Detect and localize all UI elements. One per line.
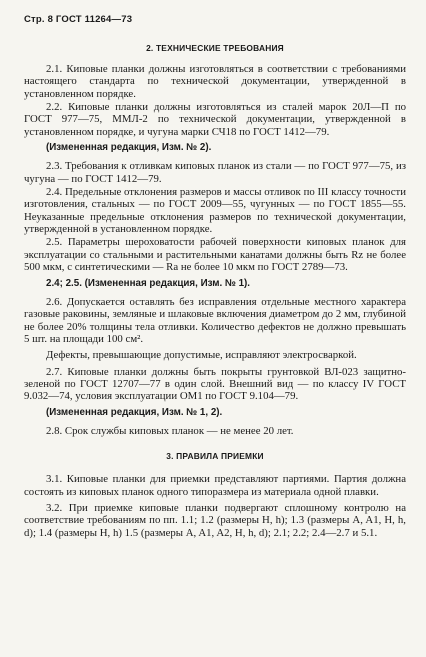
section-2-title: 2. ТЕХНИЧЕСКИЕ ТРЕБОВАНИЯ <box>146 43 284 53</box>
paragraph-2-7: 2.7. Киповые планки должны быть покрыты грунтовкой ВЛ-023 защитно-зеленой по ГОСТ 12707—77 в один слой. Внешний вид — по классу IV ГОСТ 9.032—74, условия эксплуатации ОМ1 по ГОСТ 9.104—79. <box>24 365 406 403</box>
paragraph-2-2: 2.2. Киповые планки должны изготовляться из сталей марок 20Л—П по ГОСТ 977—75, ММЛ-2 по технической документации, утвержденной в установленном порядке, и чугуна марки СЧ18 по ГОСТ 1412—79. <box>24 101 406 138</box>
paragraph-2-8: 2.8. Срок службы киповых планок — не менее 20 лет. <box>46 424 294 437</box>
paragraph-2-6: 2.6. Допускается оставлять без исправления отдельные местного характера газовые раковины, земляные и шлаковые включения диаметром до 2 мм, глубиной не более 20% толщины тела отливки. Количество дефектов не должно превышать 5 шт. на площади 100 см². <box>24 295 406 345</box>
section-3-title: 3. ПРАВИЛА ПРИЕМКИ <box>166 451 264 462</box>
paragraph-2-4: 2.4. Предельные отклонения размеров и массы отливок по III классу точности изготовления, стальных — по ГОСТ 2009—55, чугунных — по ГОСТ 1855—55. Неуказанные предельные отклонения размеров по технической документации, утвержденной в установленном порядке. <box>24 186 406 236</box>
paragraph-2-6-defects: Дефекты, превышающие допустимые, исправляют электросваркой. <box>46 349 357 362</box>
amendment-note-3: (Измененная редакция, Изм. № 1, 2). <box>46 406 223 418</box>
paragraph-2-3: 2.3. Требования к отливкам киповых планок из стали — по ГОСТ 977—75, из чугуна — по ГОСТ 1412—79. <box>24 160 406 185</box>
paragraph-2-1: 2.1. Киповые планки должны изготовляться в соответствии с требованиями настоящего стандарта по технической документации, утвержденной в установленном порядке. <box>24 63 406 100</box>
amendment-note-1: (Измененная редакция, Изм. № 2). <box>46 142 212 154</box>
paragraph-2-5: 2.5. Параметры шероховатости рабочей поверхности киповых планок для эксплуатации со стальными и растительными канатами должны быть Rz не более 500 мкм, с синтетическими — Ra не более 10 мкм по ГОСТ 2789—73. <box>24 236 406 274</box>
running-head: Стр. 8 ГОСТ 11264—73 <box>24 14 133 25</box>
amendment-note-2: 2.4; 2.5. (Измененная редакция, Изм. № 1). <box>46 277 251 289</box>
paragraph-3-1: 3.1. Киповые планки для приемки представляют партиями. Партия должна состоять из киповых планок одного типоразмера из материала одной плавки. <box>24 473 406 498</box>
paragraph-3-2: 3.2. При приемке киповые планки подвергают сплошному контролю на соответствие требованиям по пп. 1.1; 1.2 (размеры H, h); 1.3 (размеры A, A1, H, h, d); 1.4 (размеры H, h) 1.5 (размеры A, A1, A2, H, h, d); 2.1; 2.2; 2.4—2.7 и 5.1. <box>24 501 406 539</box>
